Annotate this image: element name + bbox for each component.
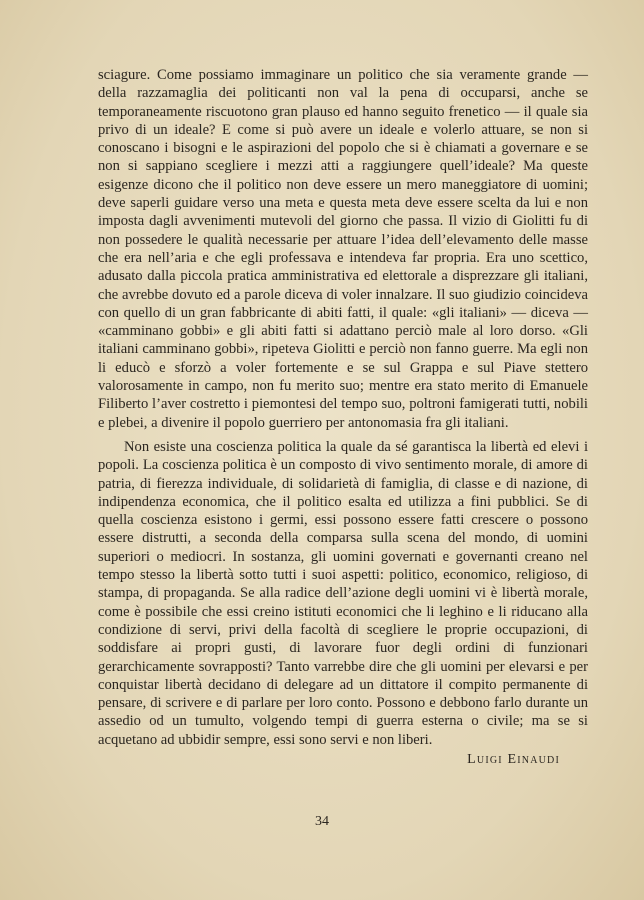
paragraph-2: Non esiste una coscienza politica la quale da sé garantisca la libertà ed elevi i popoli. La coscienza politica è un composto di vivo sentimento morale, di amore di patria, di fierezza individuale, di solidarietà di famiglia, di classe e di nazione, di indipendenza economica, che il politico esalta ed utilizza a fini pubblici. Se di quella coscienza esistono i germi, essi possono essere fatti crescere o possono essere distrutti, a seconda della comparsa sulla scena del mondo, di uomini superiori o mediocri. In sostanza, gli uomini governati e governanti creano nel tempo stesso la libertà sotto tutti i suoi aspetti: politico, economico, religioso, di stampa, di propaganda. Se alla radice dell’azione degli uomini vi è libertà morale, come è possibile che essi creino istituti economici che li leghino e li riducano alla condizione di servi, privi della facoltà di scegliere le proprie occupazioni, di soddisfare ai propri gusti, di lavorare fuor degli ordini di funzionari gerarchicamente sovrapposti? Tanto varrebbe dire che gli uomini per elevarsi e per conquistar libertà decidano di delegare ad un dittatore il compito permanente di pensare, di scrivere e di parlare per loro conto. Possono e debbono farlo durante un assedio od un tumulto, volgendo tempi di guerra esterna o civile; ma se si acquetano ad ubbidir sempre, essi sono servi e non liberi.: [98, 438, 588, 748]
author-signature: Luigi Einaudi: [467, 752, 560, 767]
body-text: [98, 66, 588, 749]
paragraph-1: sciagure. Come possiamo immaginare un politico che sia veramente grande — della razzamaglia dei politicanti non val la pena di occuparsi, anche se temporaneamente riscuotono gran plauso ed hanno seguito frenetico — il quale sia privo di un ideale? E come si può avere un ideale e volerlo attuare, se non si conoscano i bisogni e le aspirazioni del popolo che si è chiamati a governare e se non si sappiano scegliere i mezzi atti a raggiungere quell’ideale? Ma queste esigenze dicono che il politico non deve essere un mero maneggiatore di uomini; deve saperli guidare verso una meta e questa meta deve essere scelta da lui e non imposta dagli avvenimenti mutevoli del giorno che passa. Il vizio di Giolitti fu di non possedere le qualità necessarie per attuare l’idea dell’elevamento delle masse che era nell’aria e che egli professava e intendeva far propria. Era uno scettico, adusato dalla piccola pratica amministrativa ed elettorale a disprezzare gli italiani, che avrebbe dovuto ed a parole diceva di voler innalzare. Il suo giudizio coincideva con quello di un gran fabbricante di abiti fatti, il quale: «gli italiani» — diceva — «camminano gobbi» e gli abiti fatti si adattano perciò male al loro dorso. «Gli italiani camminano gobbi», ripeteva Giolitti e perciò non fanno guerre. Ma egli non li educò e sforzò a voler fortemente e se sul Grappa e sul Piave stettero valorosamente in campo, non fu merito suo; mentre era stato merito di Emanuele Filiberto l’aver costretto i piemontesi del tempo suo, poltroni famigerati tutti, nobili e plebei, a divenire il popolo guerriero per antonomasia fra gli italiani.: [98, 67, 588, 431]
page-number: 34: [315, 814, 329, 829]
